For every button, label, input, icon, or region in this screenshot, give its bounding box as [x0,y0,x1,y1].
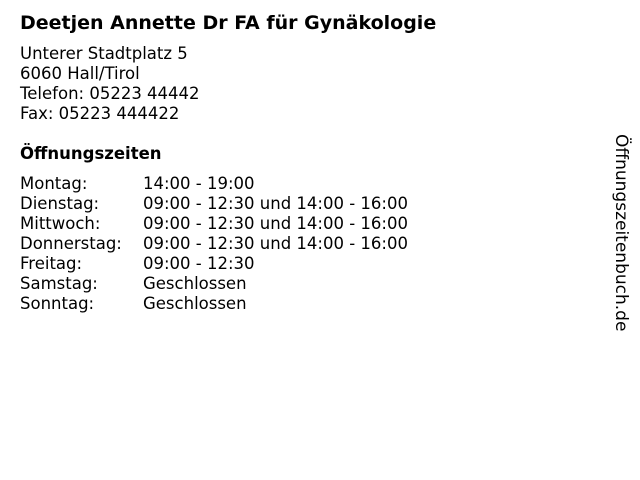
hours-row-saturday [20,274,408,294]
day-hours: 09:00 - 12:30 und 14:00 - 16:00 [143,234,408,253]
site-watermark: Öffnungszeitenbuch.de [611,134,631,332]
fax-number: Fax: 05223 444422 [20,104,180,123]
street-address: Unterer Stadtplatz 5 [20,44,188,63]
contact-block [20,44,200,124]
opening-hours-table [20,174,408,314]
business-title: Deetjen Annette Dr FA für Gynäkologie [20,12,437,34]
hours-row-thursday [20,234,408,254]
day-hours: 09:00 - 12:30 und 14:00 - 16:00 [143,214,408,233]
hours-row-monday [20,174,408,194]
day-label: Donnerstag: [20,234,122,253]
hours-row-wednesday [20,214,408,234]
opening-hours-heading: Öffnungszeiten [20,144,162,163]
day-label: Montag: [20,174,88,193]
day-hours: Geschlossen [143,274,247,293]
day-hours: 09:00 - 12:30 [143,254,255,273]
day-label: Mittwoch: [20,214,101,233]
day-label: Samstag: [20,274,98,293]
hours-row-sunday [20,294,408,314]
hours-row-friday [20,254,408,274]
hours-row-tuesday [20,194,408,214]
day-hours: 14:00 - 19:00 [143,174,255,193]
day-label: Freitag: [20,254,83,273]
day-label: Sonntag: [20,294,95,313]
day-hours: Geschlossen [143,294,247,313]
phone-number: Telefon: 05223 44442 [20,84,200,103]
day-hours: 09:00 - 12:30 und 14:00 - 16:00 [143,194,408,213]
city-address: 6060 Hall/Tirol [20,64,140,83]
day-label: Dienstag: [20,194,100,213]
